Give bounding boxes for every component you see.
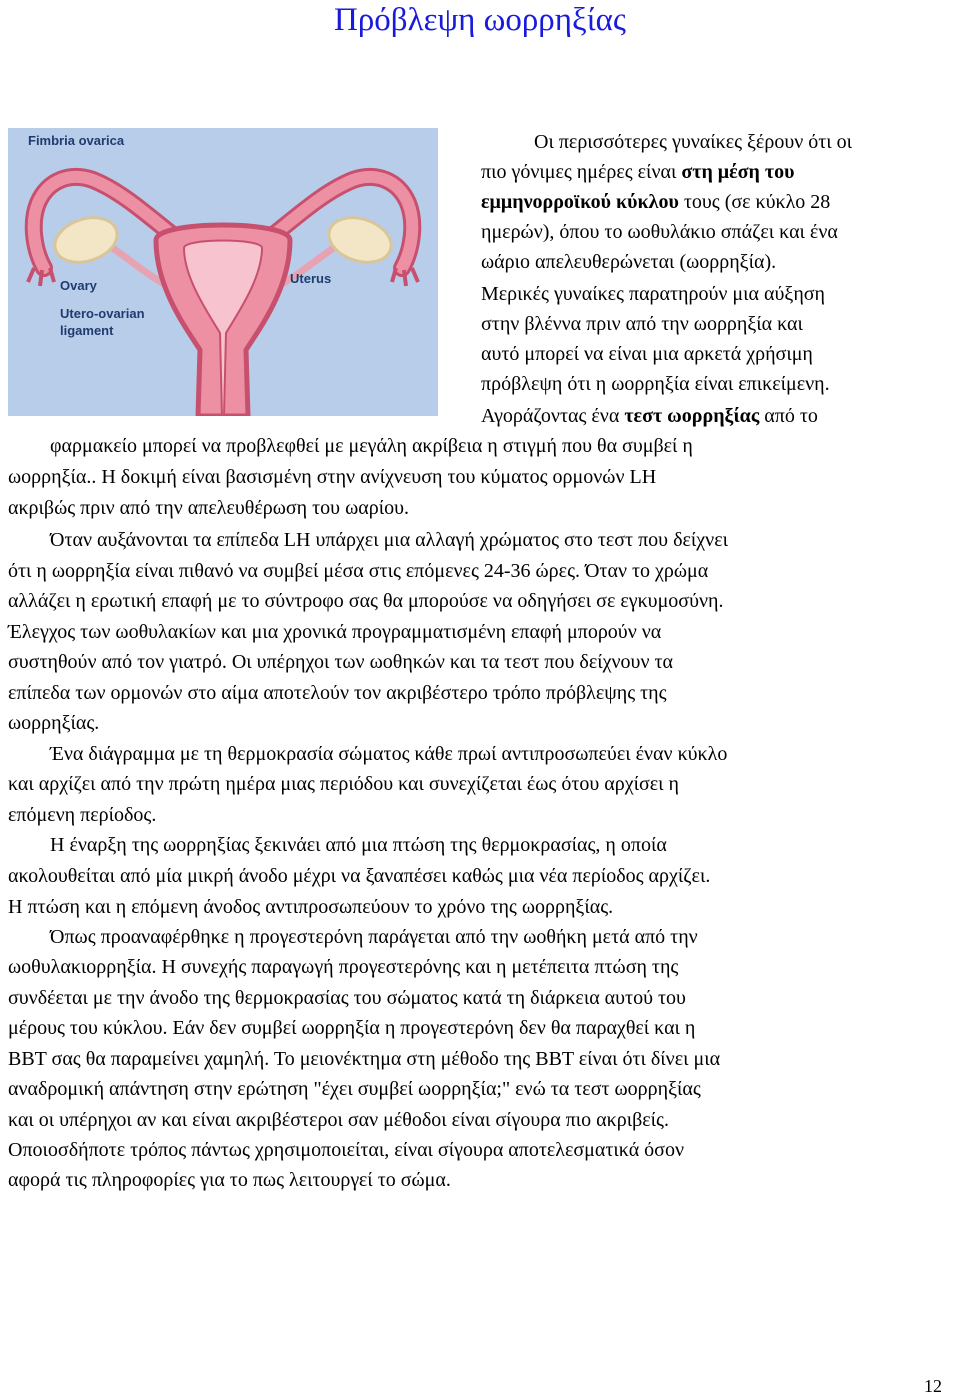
- text-line: [8, 984, 960, 1012]
- text-segment: Μερικές γυναίκες παρατηρούν μια αύξηση: [481, 283, 826, 305]
- page-number: 12: [924, 1376, 942, 1396]
- text-segment: επίπεδα των ορμονών στο αίμα αποτελούν τον ακριβέστερο τρόπο πρόβλεψης της: [8, 682, 667, 704]
- text-line: [8, 587, 960, 615]
- text-line: [8, 618, 960, 646]
- text-line: [8, 1014, 960, 1042]
- text-line: [8, 648, 960, 676]
- label-ligament-line-1: Utero-ovarian: [60, 306, 145, 321]
- text-line: [8, 893, 960, 921]
- text-segment: επόμενη περίοδος.: [8, 804, 157, 826]
- text-segment: ωορρηξίας.: [8, 712, 100, 734]
- text-segment: Οι περισσότερες γυναίκες ξέρουν ότι οι: [534, 131, 853, 153]
- text-segment: Όταν αυξάνονται τα επίπεδα LH υπάρχει μια αλλαγή χρώματος στο τεστ που δείχνει: [50, 529, 728, 551]
- text-segment: αυτό μπορεί να είναι μια αρκετά χρήσιμη: [481, 343, 813, 365]
- text-segment: Η έναρξη της ωορρηξίας ξεκινάει από μια πτώση της θερμοκρασίας, η οποία: [50, 834, 667, 856]
- text-line: [8, 557, 960, 585]
- page-title: Πρόβλεψη ωορρηξίας: [334, 2, 626, 38]
- text-segment: φαρμακείο μπορεί να προβλεφθεί με μεγάλη ακρίβεια η στιγμή που θα συμβεί η: [50, 435, 693, 457]
- label-uterus: Uterus: [290, 271, 332, 286]
- text-line: [8, 770, 960, 798]
- text-segment: αναδρομική απάντηση στην ερώτηση "έχει συμβεί ωορρηξία;" ενώ τα τεστ ωορρηξίας: [8, 1078, 701, 1100]
- text-line: [50, 432, 960, 460]
- text-segment: ακολουθείται από μία μικρή άνοδο μέχρι να ξαναπέσει καθώς μια νέα περίοδος αρχίζει.: [8, 865, 711, 887]
- text-line: [8, 709, 960, 737]
- text-line: [8, 1136, 960, 1164]
- text-line: [8, 862, 960, 890]
- text-segment: Αγοράζοντας ένα: [481, 405, 625, 427]
- text-segment: συστηθούν από τον γιατρό. Οι υπέρηχοι των ωοθηκών και τα τεστ που δείχνουν τα: [8, 651, 674, 673]
- text-segment: Η πτώση και η επόμενη άνοδος αντιπροσωπεύουν το χρόνο της ωορρηξίας.: [8, 896, 614, 918]
- text-segment: Όπως προαναφέρθηκε η προγεστερόνη παράγεται από την ωοθήκη μετά από την: [50, 926, 698, 948]
- text-segment: ωοθυλακιορρηξία. Η συνεχής παραγωγή προγεστερόνης και η μετέπειτα πτώση της: [8, 956, 679, 978]
- uterus-anatomy-illustration: [8, 128, 438, 416]
- text-line: [8, 1045, 960, 1073]
- text-segment: Οποιοσδήποτε τρόπος πάντως χρησιμοποιείται, είναι σίγουρα αποτελεσματικά όσον: [8, 1139, 685, 1161]
- text-segment: συνδέεται με την άνοδο της θερμοκρασίας του σώματος κατά τη διάρκεια αυτού του: [8, 987, 686, 1009]
- uterus-anatomy-diagram: [8, 128, 438, 416]
- bold-text-segment: τεστ ωορρηξίας: [624, 405, 760, 427]
- text-line: [50, 923, 960, 951]
- text-segment: ημερών), όπου το ωοθυλάκιο σπάζει και ένα: [481, 221, 838, 243]
- text-line: [50, 526, 960, 554]
- text-line: [481, 370, 960, 398]
- text-segment: ακριβώς πριν από την απελευθέρωση του ωαρίου.: [8, 497, 409, 519]
- text-line: [8, 1166, 960, 1194]
- text-line: [50, 740, 960, 768]
- text-line: [481, 310, 960, 338]
- text-segment: αλλάζει η ερωτική επαφή με το σύντροφο σας θα μπορούσε να οδηγήσει σε εγκυμοσύνη.: [8, 590, 724, 612]
- text-segment: Ένα διάγραμμα με τη θερμοκρασία σώματος κάθε πρωί αντιπροσωπεύει έναν κύκλο: [50, 743, 728, 765]
- text-line: [8, 801, 960, 829]
- text-segment: τους (σε κύκλο 28: [678, 191, 831, 213]
- text-line: [8, 494, 960, 522]
- text-line: [481, 248, 960, 276]
- text-segment: BBT σας θα παραμείνει χαμηλή. Το μειονέκτημα στη μέθοδο της BBT είναι ότι δίνει μια: [8, 1048, 721, 1070]
- text-segment: πιο γόνιμες ημέρες είναι: [481, 161, 682, 183]
- text-line: [8, 679, 960, 707]
- text-segment: Έλεγχος των ωοθυλακίων και μια χρονικά προγραμματισμένη επαφή μπορούν να: [8, 621, 662, 643]
- text-line: [8, 1075, 960, 1103]
- text-segment: και αρχίζει από την πρώτη ημέρα μιας περιόδου και συνεχίζεται έως ότου αρχίσει η: [8, 773, 679, 795]
- text-segment: ωάριο απελευθερώνεται (ωορρηξία).: [481, 251, 777, 273]
- label-ovary: Ovary: [60, 278, 97, 293]
- text-line: [481, 188, 960, 216]
- bold-text-segment: εμμηνορροϊκού κύκλου: [481, 191, 679, 213]
- text-line: [481, 402, 960, 430]
- text-segment: ωορρηξία.. Η δοκιμή είναι βασισμένη στην ανίχνευση του κύματος ορμονών LH: [8, 466, 657, 488]
- text-segment: και οι υπέρηχοι αν και είναι ακριβέστεροι σαν μέθοδοι είναι σίγουρα πιο ακριβείς.: [8, 1109, 669, 1131]
- text-segment: αφορά τις πληροφορίες για το πως λειτουργεί το σώμα.: [8, 1169, 451, 1191]
- text-line: [8, 463, 960, 491]
- label-ligament-line-2: ligament: [60, 323, 114, 338]
- text-line: [50, 831, 960, 859]
- text-segment: μέρους του κύκλου. Εάν δεν συμβεί ωορρηξία η προγεστερόνη δεν θα παραχθεί και η: [8, 1017, 696, 1039]
- label-fimbria: Fimbria ovarica: [28, 133, 125, 148]
- text-segment: από το: [759, 405, 818, 427]
- text-line: [481, 218, 960, 246]
- text-line: [8, 1106, 960, 1134]
- text-line: [481, 280, 960, 308]
- text-segment: ότι η ωορρηξία είναι πιθανό να συμβεί μέσα στις επόμενες 24-36 ώρες. Όταν το χρώμα: [8, 560, 709, 582]
- bold-text-segment: στη μέση του: [681, 161, 795, 183]
- text-line: [481, 340, 960, 368]
- text-segment: πρόβλεψη ότι η ωορρηξία είναι επικείμενη.: [481, 373, 830, 395]
- text-segment: στην βλέννα πριν από την ωορρηξία και: [481, 313, 803, 335]
- text-line: [534, 128, 960, 156]
- text-line: [481, 158, 960, 186]
- text-line: [8, 953, 960, 981]
